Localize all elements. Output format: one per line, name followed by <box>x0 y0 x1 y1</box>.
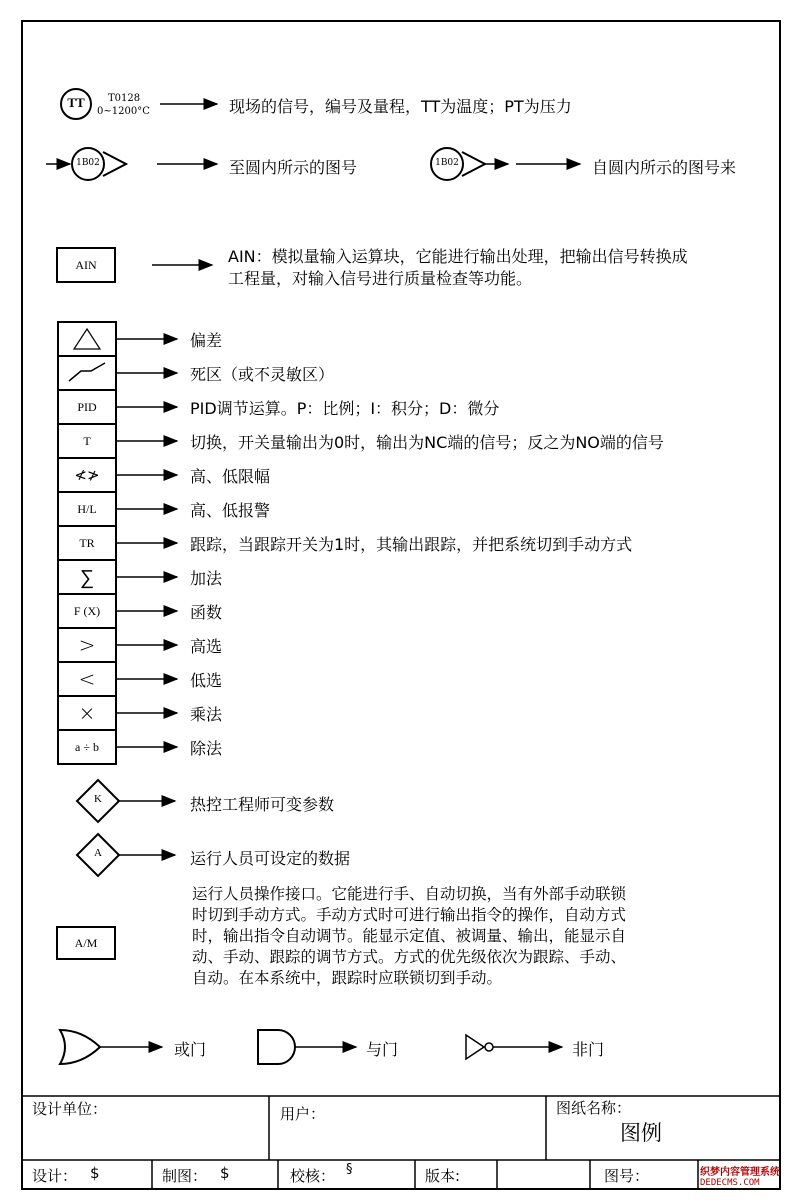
sigma-icon: ∑ <box>79 564 95 589</box>
function-block-desc: 乘法 <box>190 705 223 724</box>
function-block-desc: 除法 <box>190 739 223 758</box>
ain-desc-line1: AIN：模拟量输入运算块，它能进行输出处理，把输出信号转换成 <box>228 247 688 266</box>
transmitter-code: T0128 <box>108 93 141 104</box>
a-desc: 运行人员可设定的数据 <box>190 849 351 868</box>
not-gate-label: 非门 <box>572 1040 605 1059</box>
design-unit-label: 设计单位： <box>32 1100 108 1118</box>
transmitter-tag: TT <box>67 95 85 110</box>
function-block-desc: 切换，开关量输出为0时，输出为NC端的信号；反之为NO端的信号 <box>190 433 664 452</box>
k-desc: 热控工程师可变参数 <box>190 795 335 814</box>
offpage-from-pointer-icon <box>462 152 485 176</box>
offpage-to-label: 1B02 <box>76 158 100 168</box>
or-gate-icon <box>60 1030 100 1064</box>
am-desc-line: 运行人员操作接口。它能进行手、自动切换，当有外部手动联锁 <box>192 885 627 903</box>
not-gate-bubble-icon <box>485 1043 493 1051</box>
function-block-desc: 高、低限幅 <box>190 467 271 486</box>
offpage-to-pointer-icon <box>103 152 126 176</box>
multiply-icon: × <box>78 701 96 725</box>
function-block-desc: 低选 <box>190 671 223 690</box>
triangle-icon <box>72 327 102 351</box>
title-block-lines <box>22 1096 780 1189</box>
k-label: K <box>94 793 102 805</box>
offpage-to-desc: 至圆内所示的图号 <box>229 158 358 177</box>
am-desc-line: 时切到手动方式。手动方式时可进行输出指令的操作，自动方式 <box>192 906 627 924</box>
function-block <box>57 729 117 765</box>
function-block <box>57 695 117 731</box>
not-gate-icon <box>466 1035 484 1059</box>
am-desc <box>192 884 626 989</box>
function-block <box>57 423 117 459</box>
function-block <box>57 457 117 493</box>
am-label: A/M <box>74 935 98 950</box>
limiter-icon: ≮≯ <box>74 466 100 484</box>
transmitter-desc: 现场的信号，编号及量程，TT为温度；PT为压力 <box>229 97 572 116</box>
greater-than-icon: > <box>78 633 96 657</box>
drafter-label: 制图： <box>162 1167 208 1185</box>
am-block <box>56 926 116 960</box>
checker-value: § <box>346 1162 353 1177</box>
am-desc-line: 动、手动、跟踪的调节方式。方式的优先级依次为跟踪、手动、 <box>192 948 627 966</box>
and-gate-label: 与门 <box>366 1040 399 1059</box>
function-block-desc: 函数 <box>190 603 223 622</box>
user-label: 用户： <box>280 1105 326 1123</box>
block-symbol: F (X) <box>73 603 101 618</box>
designer-label: 设计： <box>32 1167 78 1185</box>
function-block-desc: 高、低报警 <box>190 501 271 520</box>
block-symbol: H/L <box>77 501 97 516</box>
or-gate-label: 或门 <box>174 1040 207 1059</box>
function-block-desc: 加法 <box>190 569 223 588</box>
block-arrows <box>117 339 177 747</box>
version-label: 版本: <box>425 1167 461 1185</box>
drawing-no-label: 图号： <box>604 1167 650 1185</box>
designer-value: $ <box>90 1164 100 1182</box>
function-block <box>57 355 117 391</box>
ain-label: AIN <box>75 257 97 272</box>
less-than-icon: < <box>78 667 96 691</box>
function-block-desc: 死区（或不灵敏区） <box>190 365 335 384</box>
function-block <box>57 627 117 663</box>
am-desc-line: 时，输出指令自动调节。能显示定值、被调量、输出，能显示自 <box>192 927 627 945</box>
and-gate-icon <box>258 1030 295 1064</box>
block-symbol: T <box>83 433 91 448</box>
function-block-desc: PID调节运算。P：比例；I：积分；D：微分 <box>190 399 500 418</box>
offpage-from-label: 1B02 <box>435 158 459 168</box>
deadband-curve-icon <box>65 361 109 385</box>
transmitter-range: 0~1200°C <box>97 106 150 117</box>
block-symbol: TR <box>79 535 95 550</box>
ain-block <box>56 247 116 283</box>
drawing-name-label: 图纸名称： <box>556 1099 632 1117</box>
function-block <box>57 525 117 561</box>
function-block <box>57 389 117 425</box>
drafter-value: $ <box>220 1164 230 1182</box>
block-symbol: a ÷ b <box>75 739 99 754</box>
watermark-url: DEDECMS.COM <box>700 1178 760 1188</box>
am-desc-line: 自动。在本系统中，跟踪时应联锁切到手动。 <box>192 969 503 987</box>
offpage-from-desc: 自圆内所示的图号来 <box>592 158 737 177</box>
function-block-desc: 高选 <box>190 637 223 656</box>
ain-desc-line2: 工程量，对输入信号进行质量检查等功能。 <box>228 269 533 288</box>
function-block <box>57 491 117 527</box>
function-block <box>57 593 117 629</box>
block-symbol: PID <box>77 399 97 414</box>
watermark-text: 织梦内容管理系统 <box>700 1167 780 1178</box>
a-label: A <box>94 847 102 859</box>
function-block <box>57 559 117 595</box>
function-block <box>57 661 117 697</box>
checker-label: 校核： <box>290 1167 336 1185</box>
watermark <box>700 1167 780 1189</box>
function-block-desc: 跟踪，当跟踪开关为1时，其输出跟踪，并把系统切到手动方式 <box>190 535 633 554</box>
drawing-name: 图例 <box>620 1121 662 1145</box>
function-block <box>57 321 117 357</box>
function-block-desc: 偏差 <box>190 331 223 350</box>
